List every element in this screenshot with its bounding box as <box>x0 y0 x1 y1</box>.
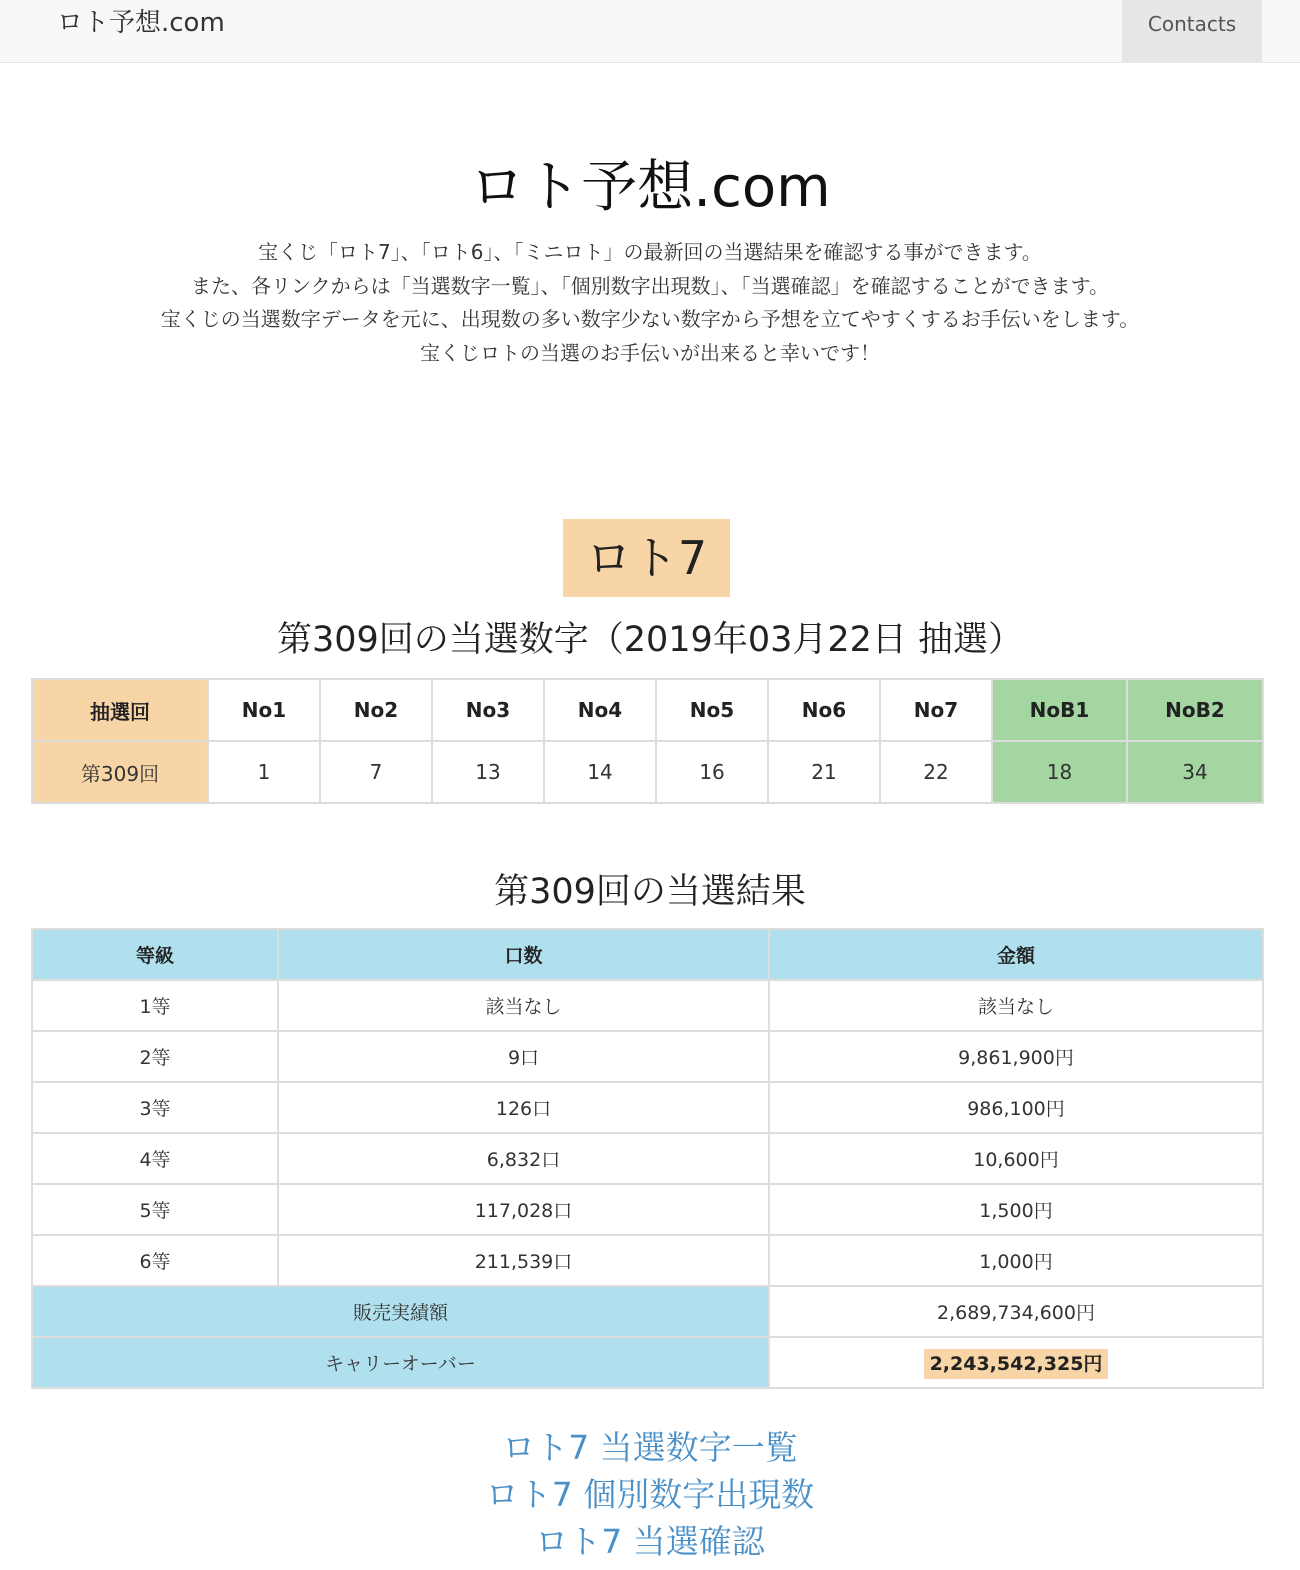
hero-desc-line: 宝くじの当選数字データを元に、出現数の多い数字少ない数字から予想を立てやすくするお手伝いをします。 <box>160 307 1140 331</box>
bonus-number-cell: 18 <box>992 741 1127 803</box>
hero-desc-line: 宝くじロトの当選のお手伝いが出来ると幸いです！ <box>420 340 880 365</box>
header-count: 口数 <box>278 929 769 980</box>
table-row <box>32 1082 1263 1133</box>
header-no6: No6 <box>768 679 880 741</box>
header-amount: 金額 <box>769 929 1263 980</box>
amount-cell: 9,861,900円 <box>769 1031 1263 1082</box>
number-cell: 21 <box>768 741 880 803</box>
count-cell: 126口 <box>278 1082 769 1133</box>
navbar <box>0 0 1300 63</box>
winning-numbers-list-link[interactable]: ロト7 当選数字一覧 <box>502 1428 798 1467</box>
page-title: ロト予想.com <box>469 155 831 220</box>
winning-numbers-heading: 第309回の当選数字（2019年03月22日 抽選） <box>276 620 1024 660</box>
table-row <box>32 1184 1263 1235</box>
amount-cell: 986,100円 <box>769 1082 1263 1133</box>
carryover-value: 2,243,542,325円 <box>924 1349 1109 1379</box>
hero-description <box>0 236 1300 370</box>
draw-number-cell: 第309回 <box>32 741 208 803</box>
grade-cell: 1等 <box>32 980 278 1031</box>
number-cell: 1 <box>208 741 320 803</box>
table-row <box>32 1031 1263 1082</box>
table-row <box>32 1235 1263 1286</box>
number-cell: 7 <box>320 741 432 803</box>
sales-value: 2,689,734,600円 <box>769 1286 1263 1337</box>
header-bonus1: NoB1 <box>992 679 1127 741</box>
loto7-section-badge: ロト7 <box>563 519 730 597</box>
number-cell: 14 <box>544 741 656 803</box>
winning-numbers-table <box>31 678 1264 804</box>
amount-cell: 該当なし <box>769 980 1263 1031</box>
hero-desc-line: また、各リンクからは「当選数字一覧」、「個別数字出現数」、「当選確認」を確認することができます。 <box>191 273 1109 298</box>
number-cell: 22 <box>880 741 992 803</box>
sales-label: 販売実績額 <box>32 1286 769 1337</box>
contacts-link[interactable]: Contacts <box>1122 0 1262 62</box>
number-frequency-link[interactable]: ロト7 個別数字出現数 <box>485 1475 815 1514</box>
carryover-label: キャリーオーバー <box>32 1337 769 1388</box>
sales-row <box>32 1286 1263 1337</box>
header-no1: No1 <box>208 679 320 741</box>
prize-results-table <box>31 928 1264 1389</box>
grade-cell: 6等 <box>32 1235 278 1286</box>
table-header-row <box>32 679 1263 741</box>
amount-cell: 1,500円 <box>769 1184 1263 1235</box>
table-header-row <box>32 929 1263 980</box>
carryover-cell <box>769 1337 1263 1388</box>
grade-cell: 2等 <box>32 1031 278 1082</box>
count-cell: 117,028口 <box>278 1184 769 1235</box>
hero-desc-line: 宝くじ「ロト7」、「ロト6」、「ミニロト」の最新回の当選結果を確認する事ができます。 <box>258 240 1042 264</box>
number-cell: 13 <box>432 741 544 803</box>
header-draw: 抽選回 <box>32 679 208 741</box>
winning-check-link[interactable]: ロト7 当選確認 <box>535 1522 765 1561</box>
table-row <box>32 1133 1263 1184</box>
count-cell: 9口 <box>278 1031 769 1082</box>
table-row <box>32 741 1263 803</box>
header-no2: No2 <box>320 679 432 741</box>
header-no5: No5 <box>656 679 768 741</box>
number-cell: 16 <box>656 741 768 803</box>
amount-cell: 1,000円 <box>769 1235 1263 1286</box>
brand-link[interactable]: ロト予想.com <box>57 8 225 38</box>
bonus-number-cell: 34 <box>1127 741 1263 803</box>
grade-cell: 4等 <box>32 1133 278 1184</box>
header-no3: No3 <box>432 679 544 741</box>
count-cell: 6,832口 <box>278 1133 769 1184</box>
header-grade: 等級 <box>32 929 278 980</box>
count-cell: 211,539口 <box>278 1235 769 1286</box>
results-heading: 第309回の当選結果 <box>494 872 806 912</box>
amount-cell: 10,600円 <box>769 1133 1263 1184</box>
loto7-links <box>0 1424 1300 1565</box>
header-no4: No4 <box>544 679 656 741</box>
header-bonus2: NoB2 <box>1127 679 1263 741</box>
count-cell: 該当なし <box>278 980 769 1031</box>
grade-cell: 3等 <box>32 1082 278 1133</box>
carryover-row <box>32 1337 1263 1388</box>
grade-cell: 5等 <box>32 1184 278 1235</box>
table-row <box>32 980 1263 1031</box>
header-no7: No7 <box>880 679 992 741</box>
